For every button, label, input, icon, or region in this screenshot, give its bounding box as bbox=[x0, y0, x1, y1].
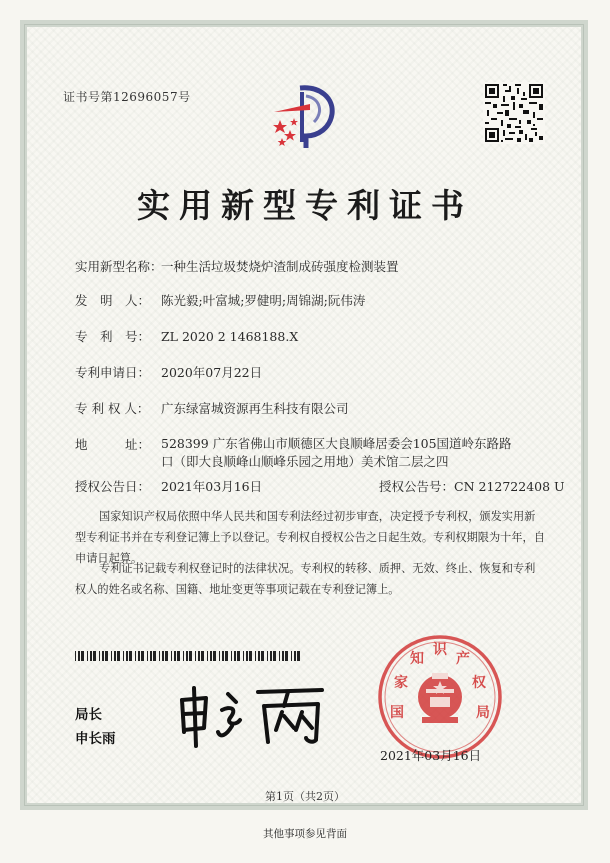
grant-date-value: 2021年03月16日 bbox=[161, 479, 263, 494]
legal-paragraph-2: 专利证书记载专利权登记时的法律状况。专利权的转移、质押、无效、终止、恢复和专利权人的姓名或名称、国籍、地址变更等事项记载在专利登记簿上。 bbox=[75, 562, 536, 596]
director-name: 申长雨 bbox=[75, 731, 116, 747]
address-label: 地 址： bbox=[75, 437, 151, 452]
patent-number-row bbox=[75, 327, 298, 345]
qr-code bbox=[483, 82, 545, 144]
page-number: 第1页（共2页） bbox=[265, 790, 345, 803]
handwritten-signature bbox=[172, 680, 332, 750]
grant-date-row bbox=[75, 477, 262, 495]
patentee-value: 广东绿富城资源再生科技有限公司 bbox=[161, 401, 349, 416]
footer-note: 其他事项参见背面 bbox=[263, 828, 347, 840]
patentee-row bbox=[75, 399, 349, 417]
grant-number-row bbox=[379, 477, 565, 495]
cnipa-logo-icon bbox=[270, 82, 340, 150]
seal-char-3: 知 bbox=[410, 651, 424, 667]
filing-date-value: 2020年07月22日 bbox=[161, 365, 263, 380]
seal-char-5: 产 bbox=[456, 651, 470, 667]
official-seal bbox=[376, 633, 504, 761]
director-title: 局长 bbox=[75, 707, 102, 723]
filing-date-label: 专利申请日： bbox=[75, 365, 151, 380]
legal-paragraph-1: 国家知识产权局依照中华人民共和国专利法经过初步审查，决定授予专利权，颁发实用新型专利证书并在专利登记簿上予以登记。专利权自授权公告之日起生效。专利权期限为十年，自申请日起算。 bbox=[75, 510, 545, 565]
utility-model-name-row bbox=[75, 257, 399, 275]
filing-date-row bbox=[75, 363, 262, 381]
seal-char-1: 国 bbox=[390, 705, 404, 721]
grant-number-label: 授权公告号： bbox=[379, 479, 455, 494]
patent-number-label: 专 利 号： bbox=[75, 329, 151, 344]
inventor-value: 陈光毅;叶富城;罗健明;周锦湖;阮伟涛 bbox=[161, 293, 366, 308]
grant-date-label: 授权公告日： bbox=[75, 479, 151, 494]
barcode bbox=[75, 651, 303, 661]
utility-model-name-value: 一种生活垃圾焚烧炉渣制成砖强度检测装置 bbox=[161, 259, 399, 274]
seal-char-6: 权 bbox=[472, 675, 486, 691]
patentee-label: 专 利 权 人： bbox=[75, 401, 150, 416]
utility-model-name-label: 实用新型名称： bbox=[75, 259, 163, 274]
grant-number-value: CN 212722408 U bbox=[454, 479, 565, 494]
patent-number-value: ZL 2020 2 1468188.X bbox=[161, 329, 299, 344]
certificate-number: 证书号第12696057号 bbox=[63, 90, 191, 104]
address-value: 528399 广东省佛山市顺德区大良顺峰居委会105国道岭东路路口（即大良顺峰山顺峰乐园之用地）美术馆二层之四 bbox=[161, 436, 512, 469]
page-title: 实用新型专利证书 bbox=[137, 186, 473, 225]
seal-char-4: 识 bbox=[433, 642, 447, 658]
seal-char-7: 局 bbox=[476, 705, 490, 721]
inventor-row bbox=[75, 291, 365, 309]
seal-char-2: 家 bbox=[394, 675, 408, 691]
address-row bbox=[75, 435, 161, 453]
inventor-label: 发 明 人： bbox=[75, 293, 151, 308]
seal-date: 2021年03月16日 bbox=[380, 748, 482, 763]
